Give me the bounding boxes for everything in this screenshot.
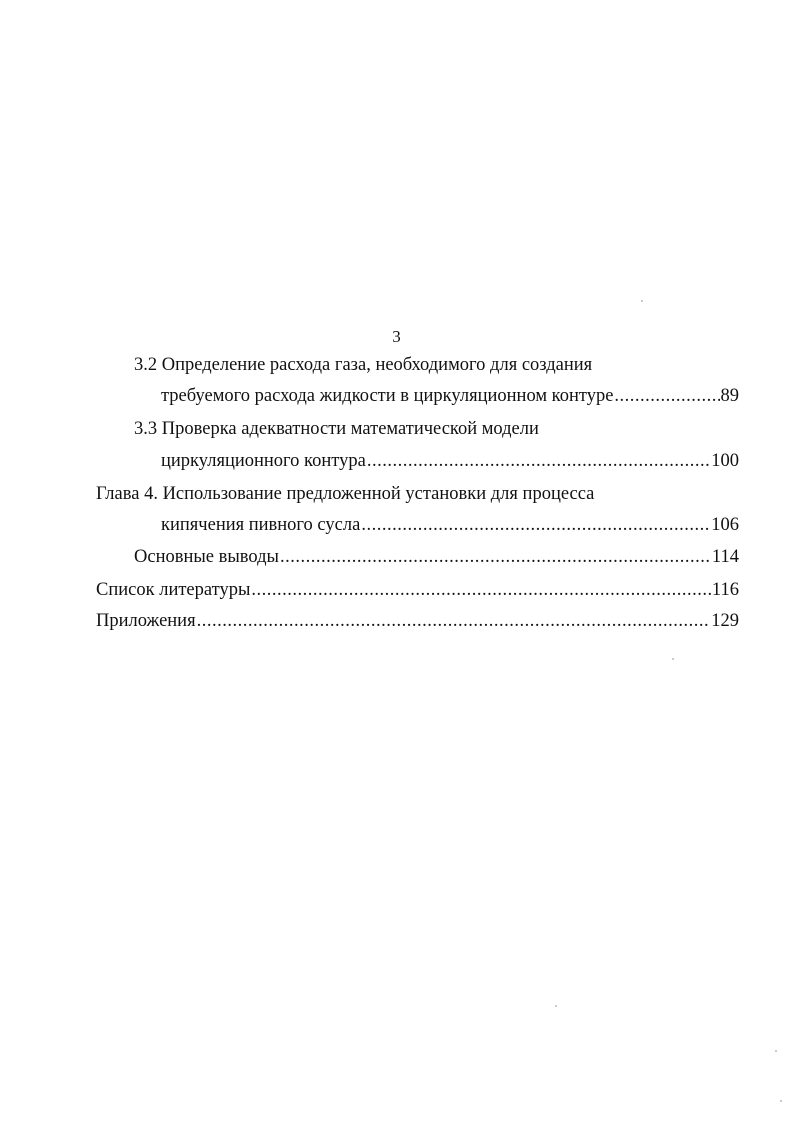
toc-leader-dots [614,385,719,407]
toc-appendices-title: Приложения [96,611,196,631]
toc-chapter-4-entry[interactable] [161,514,739,536]
toc-chapter-4-title-line2: кипячения пивного сусла [161,515,361,535]
toc-section-3-3-title-line2: циркуляционного контура [161,451,366,471]
toc-appendices-entry[interactable] [96,610,739,632]
scan-speck [672,658,674,660]
toc-leader-dots [280,546,711,568]
toc-section-3-3-title-line1: 3.3 Проверка адекватности математической модели [134,419,539,439]
toc-section-3-2-title-line2: требуемого расхода жидкости в циркуляционном контуре [161,386,614,406]
toc-section-3-3-entry[interactable] [161,450,739,472]
toc-conclusions-page: 114 [711,547,739,567]
toc-section-3-2-entry[interactable] [161,385,739,407]
toc-chapter-4-title-line1: Глава 4. Использование предложенной установки для процесса [96,484,595,504]
toc-leader-dots [197,610,711,632]
toc-chapter-4-page: 106 [711,515,739,535]
scan-speck [775,1050,777,1052]
scan-speck [780,1100,782,1102]
toc-leader-dots [367,450,710,472]
toc-appendices-page: 129 [711,611,739,631]
page-number: 3 [392,327,401,346]
toc-section-3-2-page: 89 [720,386,739,406]
scan-speck [641,300,643,302]
toc-section-3-3-page: 100 [711,451,739,471]
toc-conclusions-title: Основные выводы [134,547,279,567]
toc-leader-dots [251,579,711,601]
toc-references-page: 116 [711,580,739,600]
toc-section-3-2-title-line1: 3.2 Определение расхода газа, необходимого для создания [134,355,593,375]
scan-speck [555,1005,557,1007]
toc-conclusions-entry[interactable] [134,546,739,568]
toc-leader-dots [361,514,710,536]
toc-references-entry[interactable] [96,579,739,601]
toc-references-title: Список литературы [96,580,251,600]
